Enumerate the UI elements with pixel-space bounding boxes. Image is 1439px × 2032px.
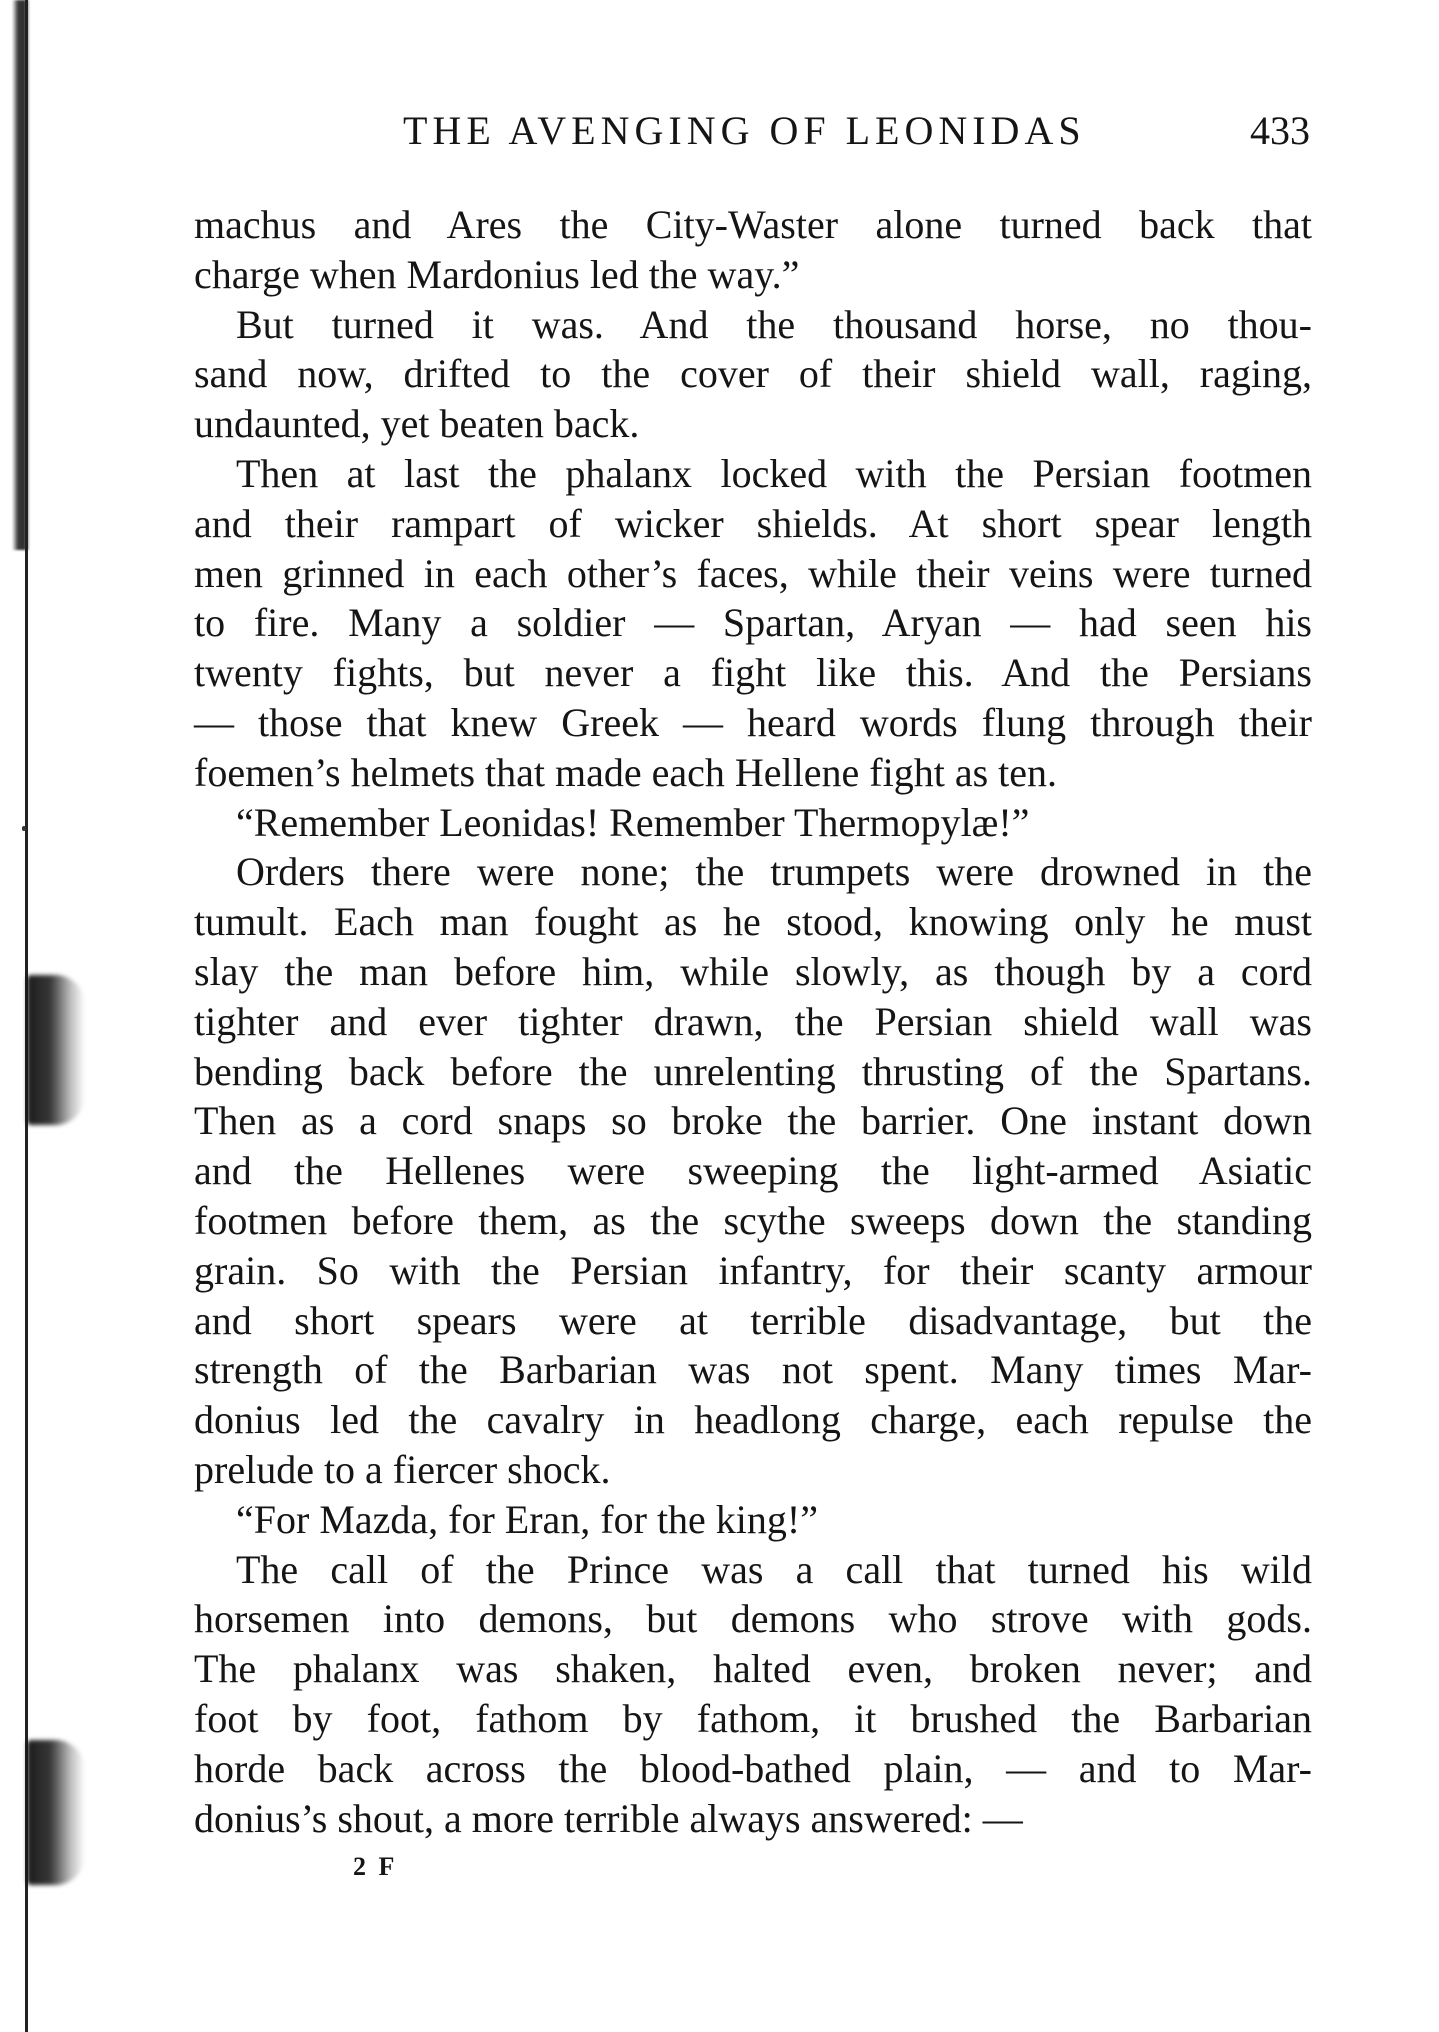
- text-line: grain. So with the Persian infantry, for their scanty armour: [194, 1247, 1312, 1293]
- text-line: twenty fights, but never a fight like this. And the Persians: [194, 650, 1312, 696]
- text-line: sand now, drifted to the cover of their shield wall, raging,: [194, 351, 1312, 397]
- text-line: and their rampart of wicker shields. At short spear length: [194, 500, 1312, 546]
- body-text: [194, 200, 1312, 1843]
- text-line: Orders there were none; the trumpets were drowned in the: [236, 849, 1312, 895]
- text-line: machus and Ares the City-Waster alone turned back that: [194, 202, 1312, 247]
- scan-speck: [22, 826, 26, 831]
- page-number: 433: [1250, 108, 1310, 153]
- text-line: men grinned in each other’s faces, while their veins were turned: [194, 550, 1312, 596]
- scan-smudge: [27, 975, 85, 1125]
- text-line: footmen before them, as the scythe sweeps down the standing: [194, 1197, 1312, 1243]
- paragraph: [194, 200, 1312, 300]
- text-line: charge when Mardonius led the way.”: [194, 251, 800, 297]
- paragraph: [194, 847, 1312, 1494]
- paragraph: [194, 1495, 1312, 1545]
- signature-mark: 2 F: [353, 1852, 398, 1881]
- text-line: Then at last the phalanx locked with the Persian footmen: [236, 450, 1312, 496]
- text-line: to fire. Many a soldier — Spartan, Aryan — had seen his: [194, 600, 1312, 646]
- text-line: strength of the Barbarian was not spent. Many times Mar-: [194, 1347, 1312, 1393]
- text-line: Then as a cord snaps so broke the barrier. One instant down: [194, 1098, 1312, 1144]
- text-line: prelude to a fiercer shock.: [194, 1446, 611, 1492]
- text-line: The phalanx was shaken, halted even, broken never; and: [194, 1646, 1312, 1692]
- text-line: tumult. Each man fought as he stood, knowing only he must: [194, 899, 1312, 945]
- text-line: But turned it was. And the thousand horse, no thou-: [236, 301, 1312, 347]
- text-line: donius’s shout, a more terrible always answered: —: [194, 1795, 1023, 1841]
- text-line: tighter and ever tighter drawn, the Persian shield wall was: [194, 998, 1312, 1044]
- running-title: THE AVENGING OF LEONIDAS: [403, 108, 1086, 153]
- text-line: foot by foot, fathom by fathom, it brushed the Barbarian: [194, 1695, 1312, 1741]
- paragraph: [194, 300, 1312, 449]
- paragraph: [194, 1545, 1312, 1844]
- text-line: undaunted, yet beaten back.: [194, 401, 640, 447]
- text-line: foemen’s helmets that made each Hellene fight as ten.: [194, 749, 1058, 795]
- text-line: The call of the Prince was a call that turned his wild: [236, 1546, 1312, 1592]
- text-line: “Remember Leonidas! Remember Thermopylæ!”: [236, 799, 1030, 845]
- text-line: and the Hellenes were sweeping the light-armed Asiatic: [194, 1148, 1312, 1194]
- text-line: and short spears were at terrible disadvantage, but the: [194, 1297, 1312, 1343]
- text-line: — those that knew Greek — heard words flung through their: [194, 699, 1312, 745]
- text-line: donius led the cavalry in headlong charge, each repulse the: [194, 1397, 1312, 1443]
- paragraph: [194, 449, 1312, 798]
- text-line: horsemen into demons, but demons who strove with gods.: [194, 1596, 1312, 1642]
- scan-smudge: [27, 1740, 85, 1885]
- text-line: “For Mazda, for Eran, for the king!”: [236, 1496, 818, 1542]
- text-line: horde back across the blood-bathed plain, — and to Mar-: [194, 1745, 1312, 1791]
- paragraph: [194, 798, 1312, 848]
- text-line: slay the man before him, while slowly, as though by a cord: [194, 948, 1312, 994]
- text-line: bending back before the unrelenting thrusting of the Spartans.: [194, 1048, 1312, 1094]
